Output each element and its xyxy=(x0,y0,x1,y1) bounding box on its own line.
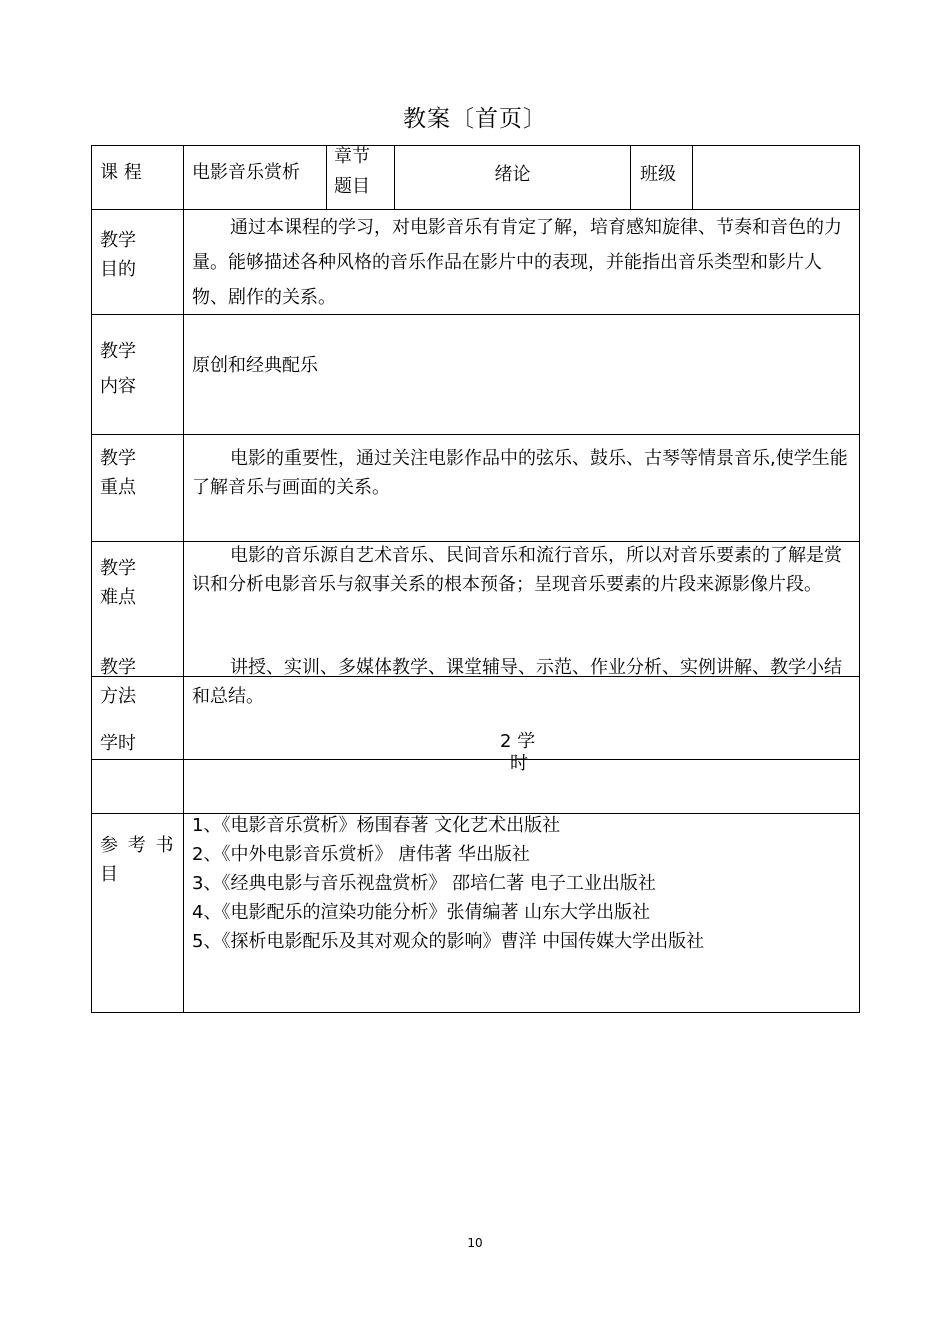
objective-label-line2: 目的 xyxy=(100,259,136,280)
column-divider xyxy=(630,145,631,210)
difficulties-label xyxy=(100,554,136,612)
objective-label-line1: 教学 xyxy=(100,230,136,251)
key-points-label xyxy=(100,444,136,502)
content-label xyxy=(100,334,136,404)
chapter-value: 绪论 xyxy=(494,164,531,185)
table-border-bottom xyxy=(91,1012,860,1013)
course-label: 课 程 xyxy=(100,162,142,183)
key-points-label-line2: 重点 xyxy=(100,477,136,498)
page-title: 教案〔首页〕 xyxy=(403,106,547,132)
difficulties-label-line2: 难点 xyxy=(100,587,136,608)
objective-text: 通过本课程的学习，对电影音乐有肯定了解，培育感知旋律、节奏和音色的力量。能够描述各种风格的音乐作品在影片中的表现，并能指出音乐类型和影片人物、剧作的关系。 xyxy=(192,217,842,308)
method-label-line1: 教学 xyxy=(100,657,136,678)
method-text: 讲授、实训、多媒体教学、课堂辅导、示范、作业分析、实例讲解、教学小结和总结。 xyxy=(192,657,842,707)
chapter-label-line2: 题目 xyxy=(334,176,370,197)
chapter-label-line1: 章节 xyxy=(334,146,370,167)
table-border-left xyxy=(91,145,92,1013)
row-divider xyxy=(91,434,860,435)
course-value: 电影音乐赏析 xyxy=(192,162,300,183)
hours-value-line2: 时 xyxy=(510,753,528,774)
column-divider xyxy=(183,145,184,1013)
objective-label xyxy=(100,226,136,284)
reference-item: 2、《中外电影音乐赏析》 唐伟著 华出版社 xyxy=(192,844,530,865)
reference-item: 3、《经典电影与音乐视盘赏析》 邵培仁著 电子工业出版社 xyxy=(192,873,656,894)
content-label-line1: 教学 xyxy=(100,341,136,362)
table-border-top xyxy=(91,145,860,146)
key-points-label-line1: 教学 xyxy=(100,448,136,469)
table-border-right xyxy=(859,145,860,1013)
class-label: 班级 xyxy=(640,164,676,185)
references-label: 参 考 书 目 xyxy=(100,835,176,885)
reference-item: 5、《探析电影配乐及其对观众的影响》曹洋 中国传媒大学出版社 xyxy=(192,931,705,952)
hours-value xyxy=(500,731,535,775)
hours-value-line1: 2 学 xyxy=(500,731,536,752)
method-label-line2: 方法 xyxy=(100,686,136,707)
reference-item: 4、《电影配乐的渲染功能分析》张倩编著 山东大学出版社 xyxy=(192,902,651,923)
column-divider xyxy=(692,145,693,210)
method-label xyxy=(100,653,136,711)
page-number: 10 xyxy=(467,1236,483,1250)
content-text: 原创和经典配乐 xyxy=(192,355,318,376)
chapter-label xyxy=(334,142,370,202)
content-label-line2: 内容 xyxy=(100,376,136,397)
reference-item: 1、《电影音乐赏析》杨围春著 文化艺术出版社 xyxy=(192,815,561,836)
hours-label: 学时 xyxy=(100,733,136,754)
column-divider xyxy=(326,145,327,210)
difficulties-label-line1: 教学 xyxy=(100,558,136,579)
references-list xyxy=(192,811,704,956)
row-divider xyxy=(91,759,860,760)
difficulties-text: 电影的音乐源自艺术音乐、民间音乐和流行音乐，所以对音乐要素的了解是赏识和分析电影音乐与叙事关系的根本预备；呈现音乐要素的片段来源影像片段。 xyxy=(192,545,842,595)
key-points-text: 电影的重要性，通过关注电影作品中的弦乐、鼓乐、古琴等情景音乐,使学生能了解音乐与画面的关系。 xyxy=(192,448,848,498)
